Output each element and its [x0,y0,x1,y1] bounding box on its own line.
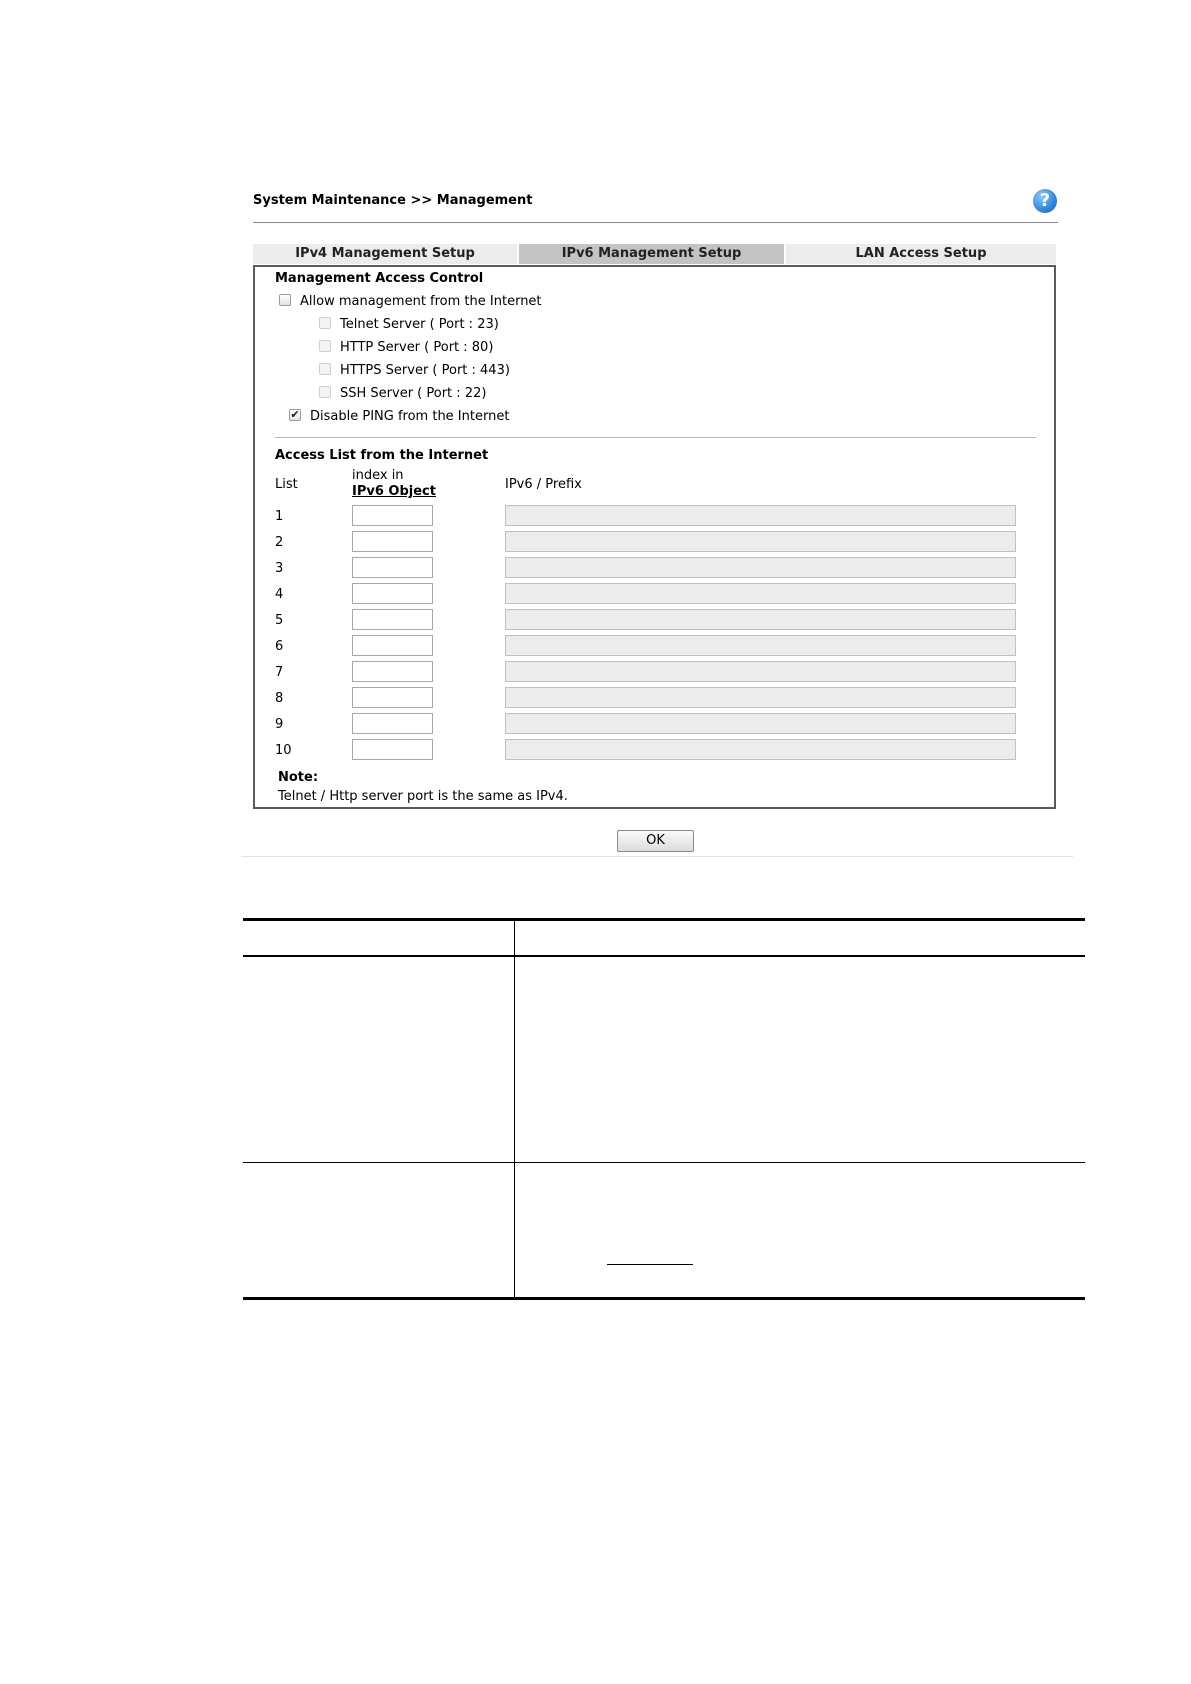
note-text: Telnet / Http server port is the same as IPv4. [278,789,568,804]
telnet-server-checkbox[interactable] [319,317,331,329]
prefix-input [505,557,1016,578]
index-input[interactable] [352,557,433,578]
ssh-server-checkbox[interactable] [319,386,331,398]
row-number: 8 [275,691,284,706]
header-divider [253,222,1058,223]
disable-ping-label: Disable PING from the Internet [310,409,510,424]
tab-ipv6-management-setup[interactable]: IPv6 Management Setup [519,244,784,264]
prefix-input [505,687,1016,708]
check-mark-icon: ✔ [290,408,300,421]
section-divider [275,437,1036,438]
telnet-server-label: Telnet Server ( Port : 23) [340,317,499,332]
help-icon[interactable]: ? [1033,189,1057,213]
ssh-server-label: SSH Server ( Port : 22) [340,386,487,401]
doc-table-header-rule [243,955,1085,957]
allow-management-label: Allow management from the Internet [300,294,542,309]
note-title: Note: [278,770,319,785]
doc-table-column-divider [514,918,515,1299]
tab-ipv4-management-setup[interactable]: IPv4 Management Setup [253,244,517,264]
screen-bottom-divider [241,856,1073,857]
index-input[interactable] [352,531,433,552]
row-number: 2 [275,535,284,550]
row-number: 7 [275,665,284,680]
index-input[interactable] [352,739,433,760]
prefix-input [505,739,1016,760]
row-number: 3 [275,561,284,576]
row-number: 5 [275,613,284,628]
index-input[interactable] [352,713,433,734]
prefix-input [505,635,1016,656]
index-input[interactable] [352,505,433,526]
https-server-checkbox[interactable] [319,363,331,375]
prefix-input [505,505,1016,526]
ipv6-object-link[interactable]: IPv6 Object [352,484,436,499]
row-number: 4 [275,587,284,602]
doc-table-bottom-rule [243,1297,1085,1300]
tab-lan-access-setup[interactable]: LAN Access Setup [786,244,1056,264]
prefix-input [505,531,1016,552]
prefix-input [505,609,1016,630]
ok-button[interactable]: OK [617,830,694,852]
http-server-label: HTTP Server ( Port : 80) [340,340,494,355]
https-server-label: HTTPS Server ( Port : 443) [340,363,510,378]
allow-management-checkbox[interactable] [279,294,291,306]
prefix-input [505,713,1016,734]
row-number: 6 [275,639,284,654]
col-header-index: index in [352,468,404,483]
prefix-input [505,583,1016,604]
col-header-prefix: IPv6 / Prefix [505,477,582,492]
col-header-list: List [275,477,298,492]
index-input[interactable] [352,661,433,682]
index-input[interactable] [352,583,433,604]
disable-ping-checkbox[interactable] [289,409,301,421]
prefix-input [505,661,1016,682]
page-title: System Maintenance >> Management [253,193,533,208]
management-access-control-title: Management Access Control [275,271,484,286]
index-input[interactable] [352,687,433,708]
row-number: 9 [275,717,284,732]
doc-table-top-rule [243,918,1085,921]
row-number: 10 [275,743,292,758]
http-server-checkbox[interactable] [319,340,331,352]
doc-underline [607,1264,693,1265]
access-list-title: Access List from the Internet [275,448,489,463]
row-number: 1 [275,509,284,524]
doc-table-row-rule [243,1162,1085,1163]
index-input[interactable] [352,635,433,656]
index-input[interactable] [352,609,433,630]
